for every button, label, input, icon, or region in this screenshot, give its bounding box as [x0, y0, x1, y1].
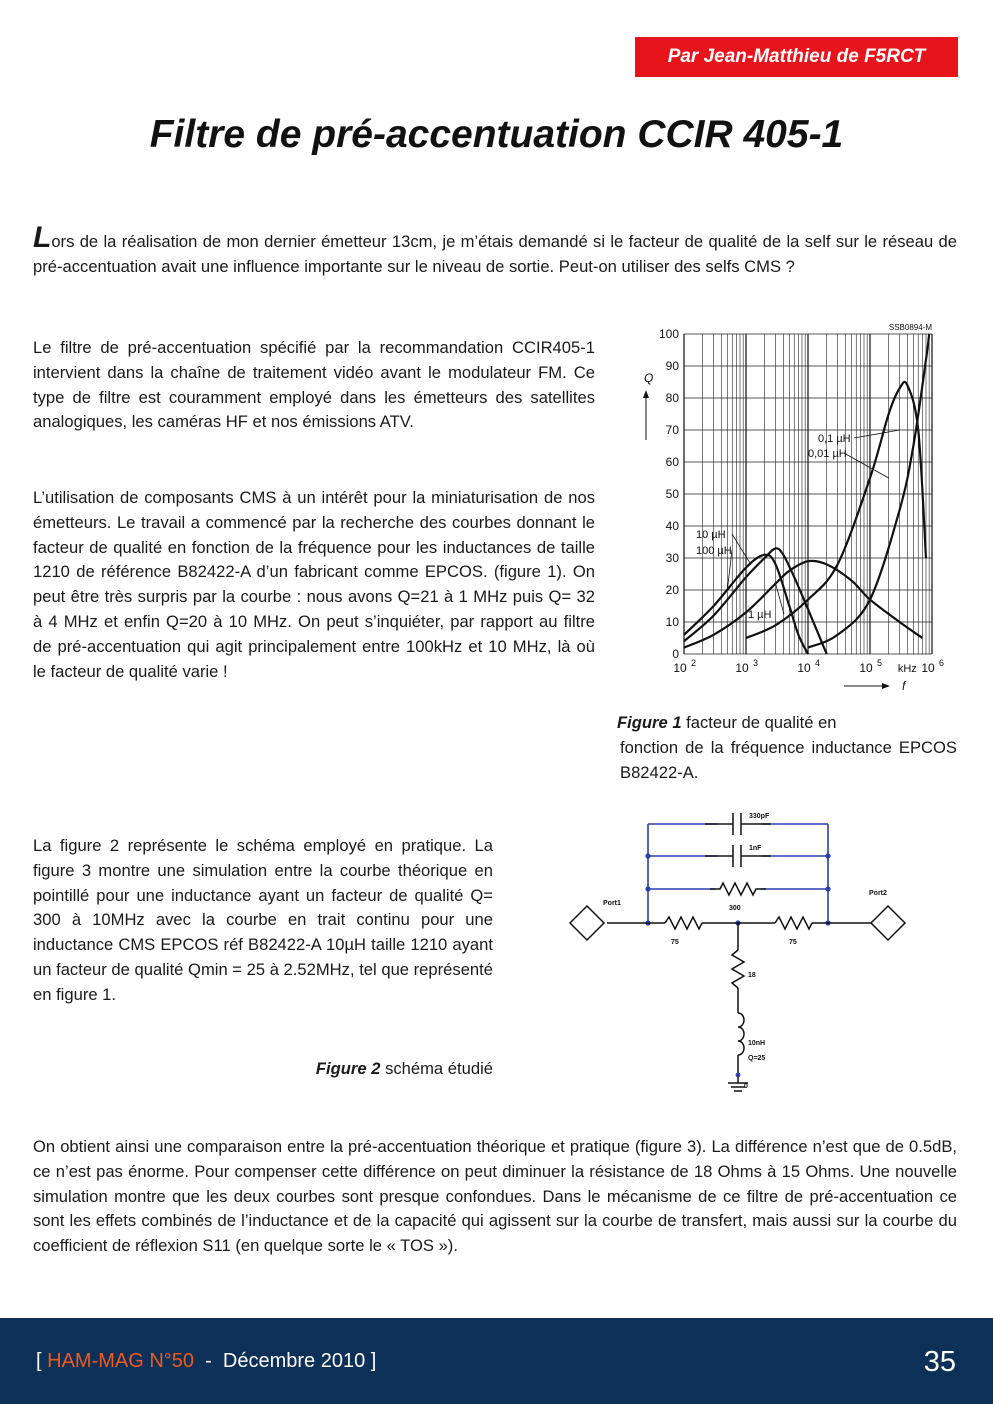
- x-tick-exponent: 4: [815, 658, 821, 668]
- figure2-caption-text: schéma étudié: [380, 1059, 493, 1078]
- figure2-label: Figure 2: [315, 1059, 381, 1078]
- y-axis-arrowhead: [643, 390, 649, 398]
- series-label: 0,1 µH: [818, 433, 851, 445]
- port2-label: Port2: [869, 890, 887, 897]
- paragraph-figure2: La figure 2 représente le schéma employé en pratique. La figure 3 montre une simulation entre la courbe théorique en pointillé pour une inductance ayant un facteur de qualité Q= 300 à 10MHz avec la courbe en trait continu pour une inductance CMS EPCOS réf B82422-A 10µH taille 1210 ayant un facteur de qualité Qmin = 25 à 2.52MHz, tel que représenté en figure 1.: [33, 836, 493, 1004]
- paragraph-cms: L’utilisation de composants CMS à un intérêt pour la miniaturisation de nos émetteurs. Le travail a commencé par la recherche des courbes donnant le facteur de qualité en fonction de la fréquence pour les inductances de taille 1210 de référence B82422-A d’un fabricant comme EPCOS. (figure 1). On peut être très surpris par la courbe : nous avons Q=21 à 1 MHz puis Q= 32 à 4 MHz et enfin Q=20 à 10 MHz. On peut s’inquiéter, par rapport au filtre de pré-accentuation qui agit principalement entre 100kHz et 10 MHz, là où le facteur de qualité varie !: [33, 488, 595, 681]
- paragraph-filter: Le filtre de pré-accentuation spécifié par la recommandation CCIR405-1 intervient dans la chaîne de traitement vidéo avant le modulateur FM. Ce type de filtre est couramment employé dans les émetteurs des satellites analogiques, les caméras HF et nos émissions ATV.: [33, 338, 595, 432]
- r-left-value: 75: [671, 939, 679, 946]
- y-axis-label: Q: [644, 371, 654, 385]
- r-right-value: 75: [789, 939, 797, 946]
- page-number: 35: [923, 1346, 956, 1378]
- y-tick-label: 20: [665, 583, 679, 597]
- y-tick-label: 60: [665, 455, 679, 469]
- x-tick-exponent: 2: [691, 658, 697, 668]
- series-label: 100 µH: [696, 545, 732, 557]
- chart-code: SSB0894-M: [888, 323, 932, 332]
- x-tick-exponent: 5: [877, 658, 883, 668]
- ground-label: 0: [744, 1083, 748, 1090]
- figure1-label: Figure 1: [617, 713, 682, 732]
- footer-date: Décembre 2010: [222, 1350, 366, 1372]
- series-label: 10 µH: [696, 529, 726, 541]
- x-axis-arrowhead: [882, 683, 890, 689]
- series-leader: [854, 430, 900, 438]
- series-leader: [732, 534, 751, 564]
- y-tick-label: 100: [658, 327, 679, 341]
- l-shunt-value: 10nH: [748, 1040, 766, 1047]
- x-tick-label: 10: [859, 661, 873, 675]
- cap2-value: 1nF: [749, 845, 762, 852]
- series-label: 1 µH: [748, 609, 772, 621]
- footer-separator: -: [194, 1350, 223, 1372]
- x-tick-exponent: 6: [939, 658, 945, 668]
- r-shunt-value: 18: [748, 972, 756, 979]
- port1-label: Port1: [603, 900, 621, 907]
- footer-bracket-open: [: [36, 1350, 48, 1372]
- y-tick-label: 80: [665, 391, 679, 405]
- l-q-value: Q=25: [748, 1055, 766, 1062]
- r300-value: 300: [729, 905, 741, 912]
- figure1-caption-b: fonction de la fréquence inductance EPCOS B82422-A.: [620, 738, 957, 782]
- figure1-chart: [626, 318, 950, 696]
- x-tick-label: 10: [673, 661, 687, 675]
- y-tick-label: 50: [665, 487, 679, 501]
- y-tick-label: 70: [665, 423, 679, 437]
- article-title: Filtre de pré-accentuation CCIR 405-1: [149, 113, 844, 156]
- footer-bracket-close: ]: [365, 1350, 377, 1372]
- intro-text: ors de la réalisation de mon dernier émetteur 13cm, je m’étais demandé si le facteur de qualité de la self sur le réseau de pré-accentuation avait une influence importante sur le niveau de sortie. Peut-on utiliser des selfs CMS ?: [33, 232, 957, 276]
- y-tick-label: 90: [665, 359, 679, 373]
- intro-paragraph: [33, 221, 957, 280]
- x-tick-label: 10: [735, 661, 749, 675]
- figure2-schematic: [565, 805, 910, 1100]
- drop-cap: L: [33, 221, 52, 254]
- x-unit-label: kHz: [897, 663, 917, 675]
- y-tick-label: 10: [665, 615, 679, 629]
- footer-issue: [36, 1350, 376, 1373]
- paragraph-conclusion: On obtient ainsi une comparaison entre la pré-accentuation théorique et pratique (figure 3). La différence n’est que de 0.5dB, ce n’est pas énorme. Pour compenser cette différence on peut diminuer la résistance de 18 Ohms à 15 Ohms. Une nouvelle simulation montre que les deux courbes sont presque confondues. Dans le mécanisme de ce filtre de pré-accentuation ce sont les effets combinés de l’inductance et de la capacité qui agissent sur la courbe de transfert, mais aussi sur la courbe du coefficient de réflexion S11 (en quelque sorte le « TOS »).: [33, 1137, 957, 1256]
- y-tick-label: 30: [665, 551, 679, 565]
- author-banner: Par Jean-Matthieu de F5RCT: [635, 37, 958, 77]
- x-tick-label: 10: [921, 661, 935, 675]
- figure2-caption: [33, 1059, 493, 1079]
- x-tick-label: 10: [797, 661, 811, 675]
- figure1-caption: [617, 710, 957, 785]
- x-tick-exponent: 3: [753, 658, 759, 668]
- y-tick-label: 40: [665, 519, 679, 533]
- figure1-caption-a: facteur de qualité en: [681, 713, 837, 732]
- series-leader: [844, 453, 889, 478]
- y-tick-label: 0: [672, 647, 679, 661]
- footer-magazine: HAM-MAG N°50: [47, 1350, 195, 1372]
- cap1-value: 330pF: [749, 813, 770, 820]
- x-axis-label: f: [902, 679, 906, 693]
- series-line: [808, 334, 929, 648]
- series-label: 0,01 µH: [808, 448, 847, 460]
